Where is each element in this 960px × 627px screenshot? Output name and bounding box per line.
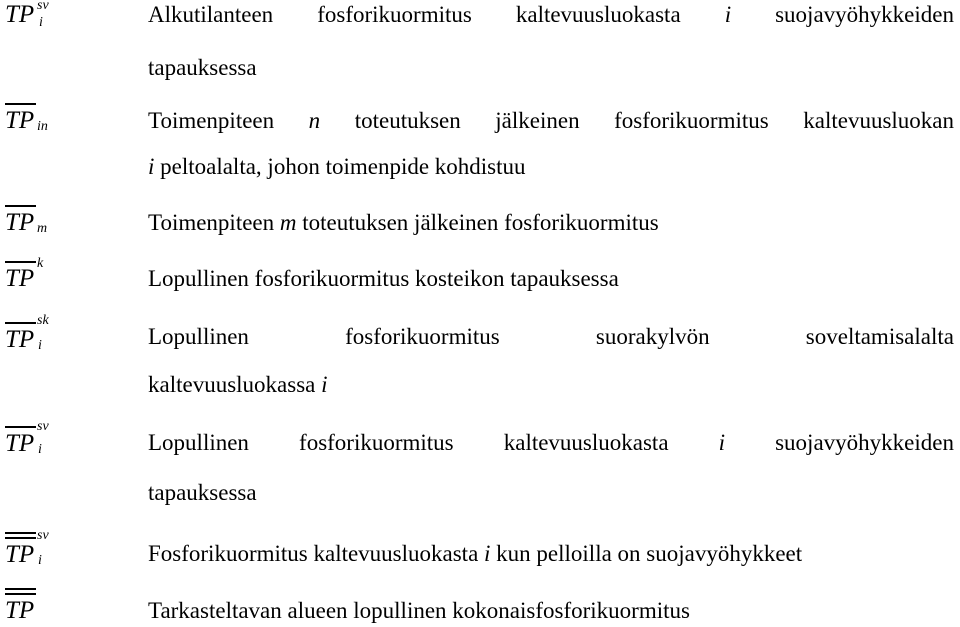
symbol-subscript: i [38,338,42,353]
symbol-superscript: sv [37,528,49,543]
definition-line: Lopullinen fosforikuormitus kaltevuusluokasta i suojavyöhykkeiden [148,430,954,455]
overline [5,593,36,595]
overline [5,103,36,105]
symbol-superscript: sv [37,419,49,434]
overline [5,205,36,207]
overline [5,261,36,263]
symbol-base: TP [5,598,34,623]
symbol-tp-total [5,598,34,623]
symbol-superscript: sk [37,313,49,328]
symbol-base: TP [5,431,34,456]
overline [5,322,36,324]
definition-line: Toimenpiteen n toteutuksen jälkeinen fosforikuormitus kaltevuusluokan [148,108,954,133]
symbol-subscript: in [37,119,48,134]
variable-i: i [724,2,732,27]
variable-i: i [718,430,726,455]
symbol-base: TP [5,1,35,28]
definition-continuation: kaltevuusluokassa i [148,372,328,397]
symbol-tp-m [5,209,48,236]
overline [5,537,36,539]
definition-continuation: tapauksessa [148,480,257,505]
definition-continuation: i peltoalalta, johon toimenpide kohdistuu [148,154,526,179]
variable-m: m [279,210,297,235]
definition-line: Toimenpiteen m toteutuksen jälkeinen fosforikuormitus [148,210,659,235]
definition-line: Lopullinen fosforikuormitus suorakylvön soveltamisalalta [148,324,954,349]
symbol-superscript: k [37,256,44,271]
definition-line: Tarkasteltavan alueen lopullinen kokonaisfosforikuormitus [148,598,690,623]
definition-line: Fosforikuormitus kaltevuusluokasta i kun pelloilla on suojavyöhykkeet [148,541,803,566]
overline [5,426,36,428]
definition-line: Alkutilanteen fosforikuormitus kaltevuusluokasta i suojavyöhykkeiden [148,2,954,27]
symbol-subscript: i [38,442,42,457]
symbol-tp-in [5,107,48,134]
symbol-tp-i-sv [5,0,49,30]
symbol-base: TP [5,542,34,567]
symbol-superscript: sv [37,0,49,13]
symbol-tp-i-sv [5,419,49,457]
symbol-subscript: i [39,15,43,30]
overline [5,588,36,590]
symbol-subscript: i [38,553,42,568]
symbol-base: TP [5,108,34,133]
symbol-subscript: m [37,221,48,236]
symbol-base: TP [5,210,34,235]
overline [5,532,36,534]
variable-n: n [308,108,321,133]
definition-line: Lopullinen fosforikuormitus kosteikon tapauksessa [148,266,619,291]
symbol-base: TP [5,266,34,291]
symbol-tp-i-sk [5,313,49,353]
variable-i: i [321,372,328,397]
definition-continuation: tapauksessa [148,55,257,80]
symbol-tp-i-sv-double [5,528,49,568]
variable-i: i [484,541,491,566]
symbol-base: TP [5,327,34,352]
variable-i: i [148,154,155,179]
symbol-tp-k [5,256,44,292]
